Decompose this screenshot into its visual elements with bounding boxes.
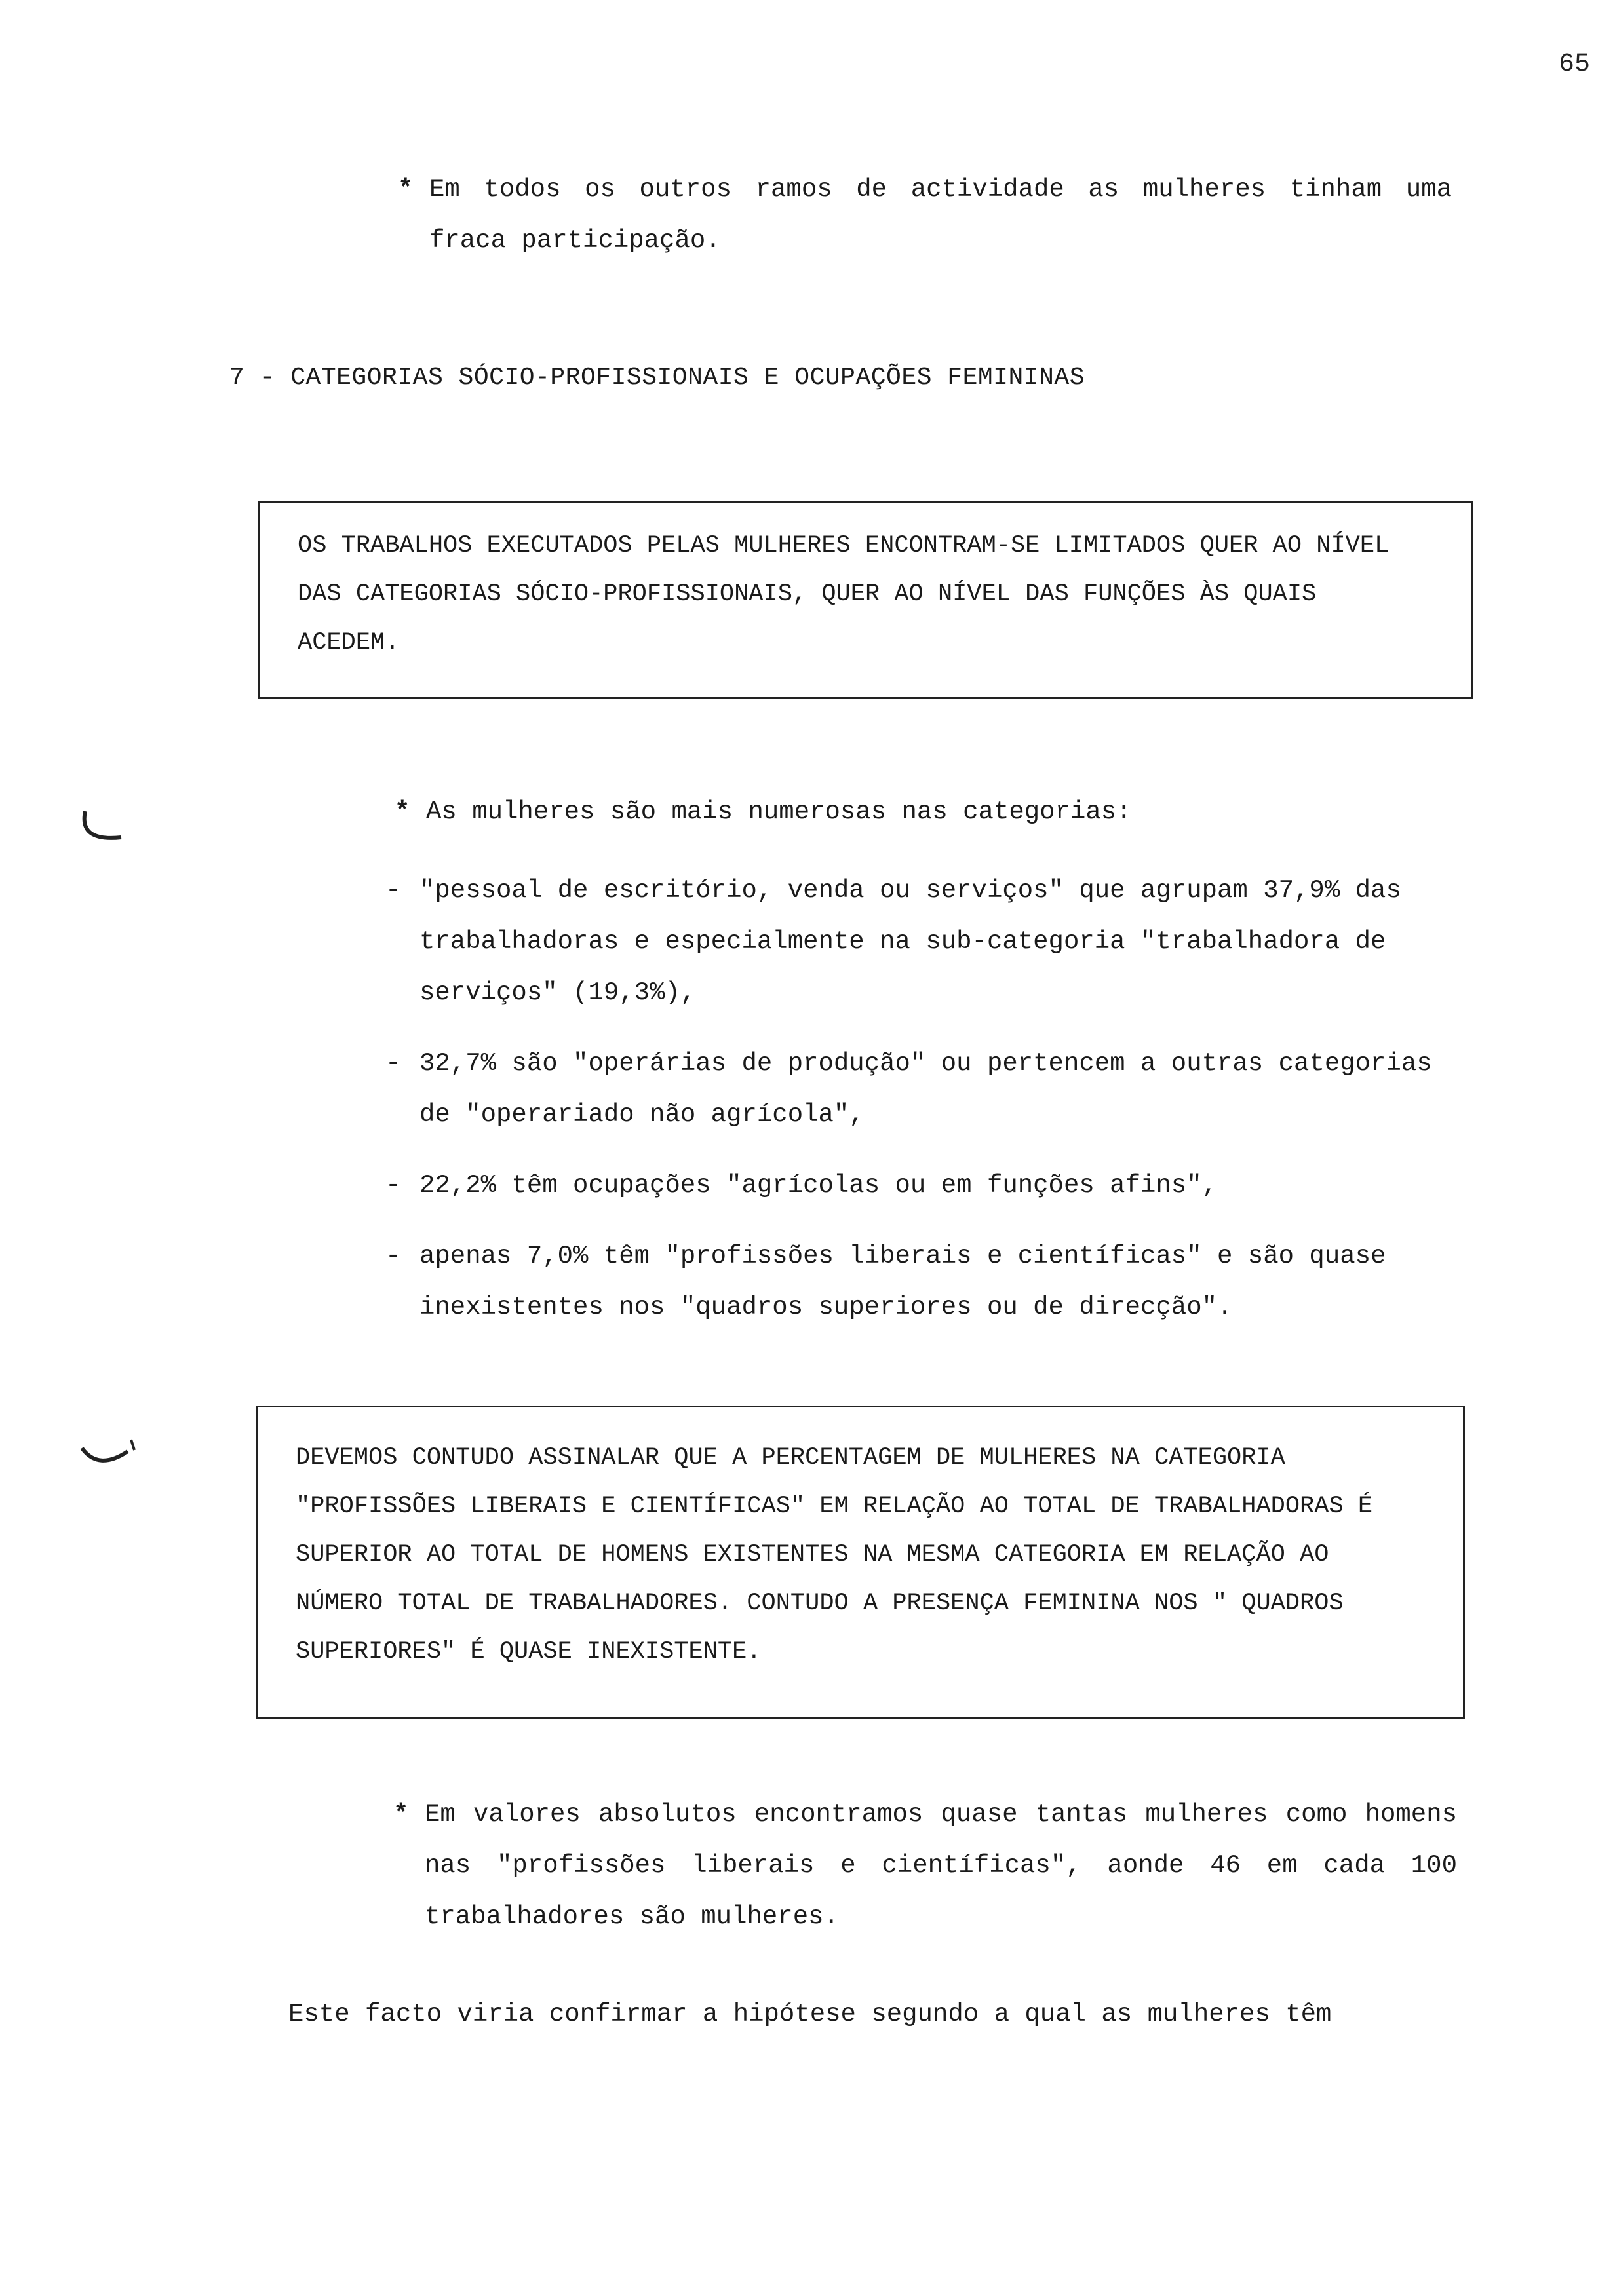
list-item [385,1038,1475,1140]
list-item [385,1231,1475,1333]
bullet-marker: * [395,797,410,826]
section-heading: 7 - CATEGORIAS SÓCIO-PROFISSIONAIS E OCUPAÇÕES FEMININAS [229,364,1085,392]
intro-bullet-text: Em todos os outros ramos de actividade as mulheres tinham uma fraca participação. [429,175,1452,255]
bullet-marker: * [398,175,414,204]
categories-bullet [395,786,1449,837]
intro-bullet [398,164,1452,266]
highlight-box-liberal-professions [256,1406,1465,1719]
list-marker: - [385,876,401,905]
closing-paragraph: Este facto viria confirmar a hipótese segundo a qual as mulheres têm [288,2000,1332,2029]
list-marker: - [385,1171,401,1200]
absolute-values-bullet-text: Em valores absolutos encontramos quase tantas mulheres como homens nas "profissões liberais e científicas", aonde 46 em cada 100 trabalhadores são mulheres. [425,1800,1457,1931]
box1-text: OS TRABALHOS EXECUTADOS PELAS MULHERES ENCONTRAM-SE LIMITADOS QUER AO NÍVEL DAS CATEGORIAS SÓCIO-PROFISSIONAIS, QUER AO NÍVEL DAS FUNÇÕES ÀS QUAIS ACEDEM. [298,532,1390,657]
page-number: 65 [1558,50,1590,79]
highlight-box-functions [258,501,1473,699]
list-item-text: "pessoal de escritório, venda ou serviços" que agrupam 37,9% das trabalhadoras e especialmente na sub-categoria "trabalhadora de serviços" (19,3%), [419,876,1401,1007]
absolute-values-bullet [393,1789,1457,1942]
category-list [385,865,1475,1352]
list-item-text: 22,2% têm ocupações "agrícolas ou em funções afins", [419,1171,1217,1200]
box2-text: DEVEMOS CONTUDO ASSINALAR QUE A PERCENTAGEM DE MULHERES NA CATEGORIA "PROFISSÕES LIBERAIS E CIENTÍFICAS" EM RELAÇÃO AO TOTAL DE TRABALHADORAS É SUPERIOR AO TOTAL DE HOMENS EXISTENTES NA MESMA CATEGORIA EM RELAÇÃO AO NÚMERO TOTAL DE TRABALHADORES. CONTUDO A PRESENÇA FEMININA NOS " QUADROS SUPERIORES" É QUASE INEXISTENTE. [296,1444,1373,1666]
binder-hole-mark-top [72,806,131,852]
list-item [385,1160,1475,1211]
list-item [385,865,1475,1018]
binder-hole-mark-bottom [75,1432,141,1478]
list-marker: - [385,1242,401,1271]
list-marker: - [385,1049,401,1078]
bullet-marker: * [393,1800,409,1829]
list-item-text: 32,7% são "operárias de produção" ou pertencem a outras categorias de "operariado não agrícola", [419,1049,1432,1129]
categories-bullet-text: As mulheres são mais numerosas nas categorias: [426,797,1132,826]
list-item-text: apenas 7,0% têm "profissões liberais e científicas" e são quase inexistentes nos "quadros superiores ou de direcção". [419,1242,1386,1322]
